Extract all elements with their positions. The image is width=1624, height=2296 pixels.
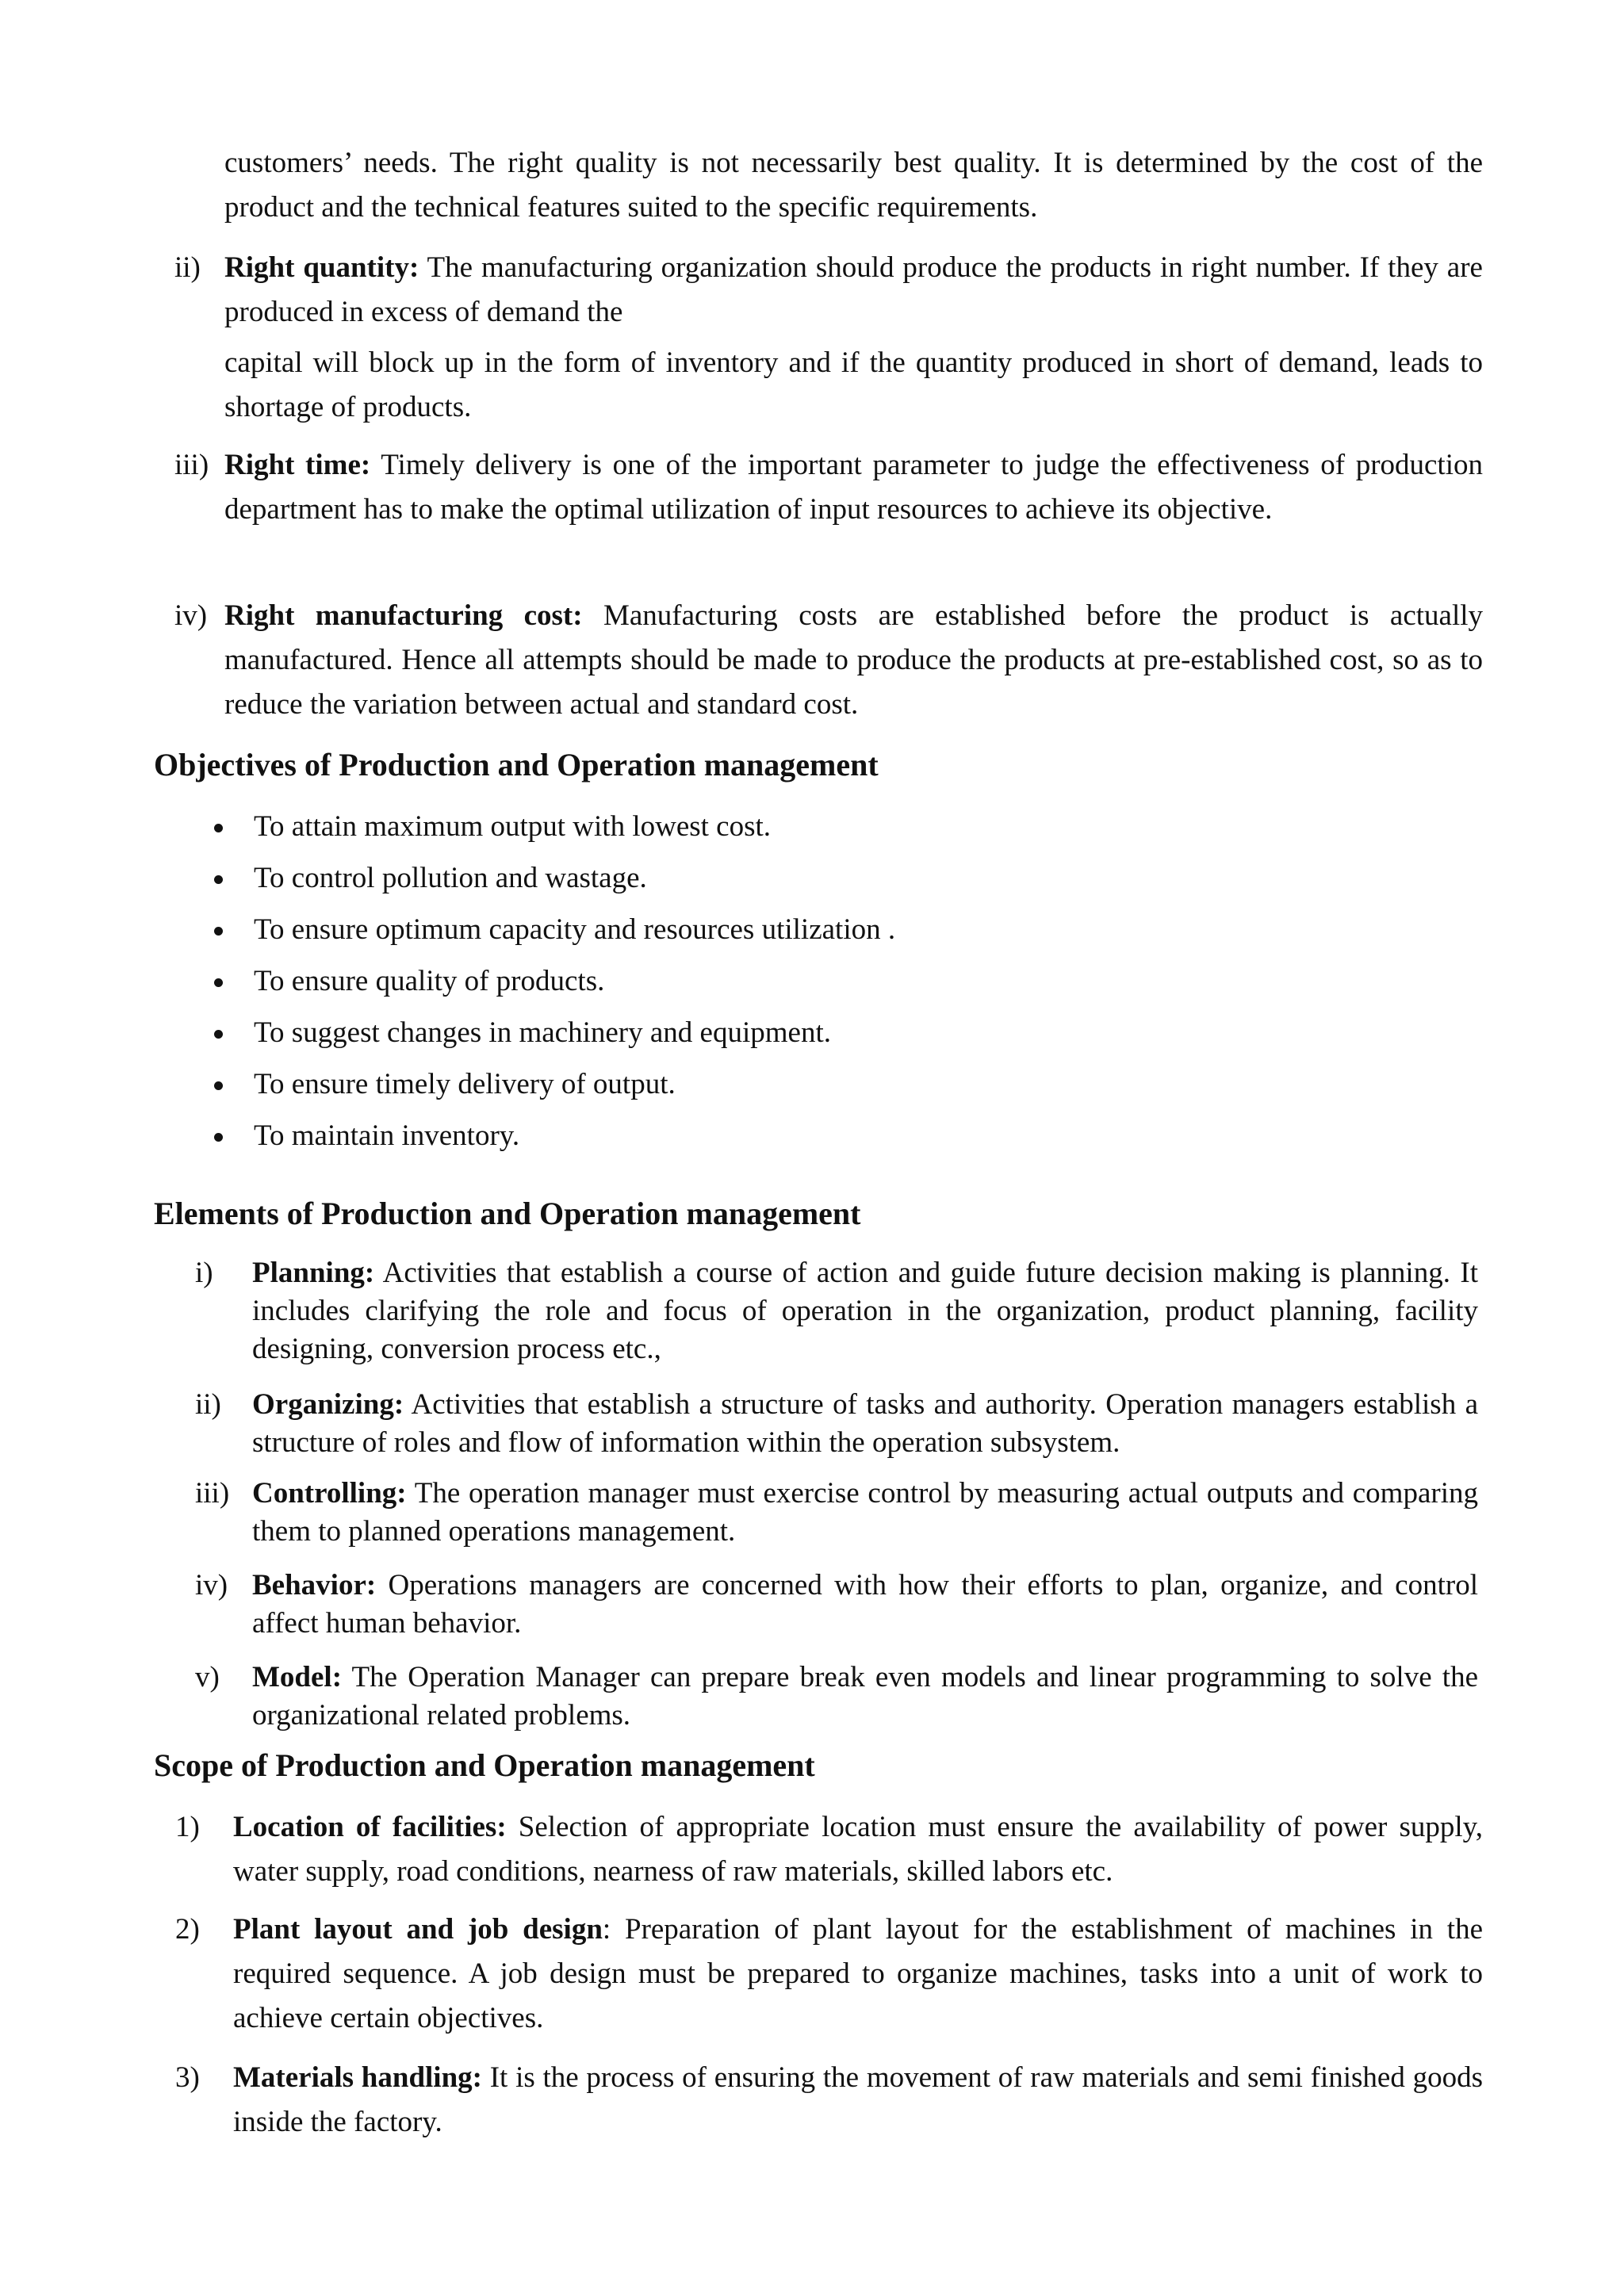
item-title: Right manufacturing cost: <box>224 599 583 632</box>
item-text: Manufacturing costs are established before the product is actually manufactured. Hence all attempts should be made to produce the products at pre-established cost, so as to reduce the variation between actual and standard cost. <box>224 599 1483 721</box>
bullet-icon <box>214 1133 223 1142</box>
item-number: v) <box>195 1661 220 1693</box>
list-item <box>214 1007 895 1058</box>
item-text: Selection of appropriate location must ensure the availability of power supply, water supply, road conditions, nearness of raw materials, skilled labors etc. <box>233 1811 1483 1888</box>
item-text: It is the process of ensuring the movement of raw materials and semi finished goods inside the factory. <box>233 2061 1483 2138</box>
item-title: Model: <box>252 1661 343 1693</box>
bullet-icon <box>214 824 223 832</box>
item-text: The manufacturing organization should produce the products in right number. If they are produced in excess of demand the <box>224 251 1483 328</box>
item-body <box>252 1254 1478 1368</box>
item-title: Planning: <box>252 1257 375 1289</box>
list-item-text: To ensure optimum capacity and resources utilization . <box>254 913 896 946</box>
item-title: Behavior: <box>252 1569 377 1601</box>
right-quantity-continuation: capital will block up in the form of inventory and if the quantity produced in short of demand, leads to shortage of products. <box>224 346 1483 423</box>
item-text: The operation manager must exercise control by measuring actual outputs and comparing them to planned operations management. <box>252 1477 1478 1548</box>
item-text: Activities that establish a course of action and guide future decision making is planning. It includes clarifying the role and focus of operation in the organization, product planning, facility designing, conversion process etc., <box>252 1257 1478 1365</box>
list-item-text: To ensure timely delivery of output. <box>254 1068 676 1100</box>
item-title: Right quantity: <box>224 251 419 284</box>
item-title: Organizing: <box>252 1388 404 1421</box>
item-body <box>252 1659 1478 1735</box>
item-text: Activities that establish a structure of tasks and authority. Operation managers establish a structure of roles and flow of information within the operation subsystem. <box>252 1388 1478 1459</box>
item-text: Operations managers are concerned with how their efforts to plan, organize, and control affect human behavior. <box>252 1569 1478 1640</box>
item-number: 3) <box>175 2061 200 2094</box>
item-body <box>224 246 1483 335</box>
list-item-text: To ensure quality of products. <box>254 965 605 997</box>
item-body <box>224 594 1483 727</box>
item-title: Location of facilities: <box>233 1811 507 1843</box>
bullet-icon <box>214 927 223 936</box>
item-body <box>224 443 1483 532</box>
list-item <box>214 1110 895 1161</box>
item-body <box>252 1386 1478 1462</box>
item-number: iii) <box>174 449 209 481</box>
item-title: Right time: <box>224 449 371 481</box>
item-text: The Operation Manager can prepare break even models and linear programming to solve the organizational related problems. <box>252 1661 1478 1732</box>
item-number: 1) <box>175 1811 200 1843</box>
item-number: iv) <box>195 1569 228 1601</box>
bullet-icon <box>214 1030 223 1039</box>
item-body <box>233 1908 1483 2041</box>
item-number: iii) <box>195 1477 230 1510</box>
item-number: i) <box>195 1257 213 1289</box>
item-body <box>252 1475 1478 1551</box>
list-item <box>214 801 895 852</box>
item-body <box>233 1805 1483 1894</box>
bullet-icon <box>214 1081 223 1090</box>
item-title: Controlling: <box>252 1477 407 1510</box>
item-number: 2) <box>175 1913 200 1946</box>
elements-heading: Elements of Production and Operation management <box>154 1196 861 1231</box>
item-text: Timely delivery is one of the important parameter to judge the effectiveness of production department has to make the optimal utilization of input resources to achieve its objective. <box>224 449 1483 526</box>
list-item <box>214 904 895 955</box>
objectives-heading: Objectives of Production and Operation management <box>154 747 879 783</box>
list-item <box>214 1058 895 1110</box>
item-body <box>252 1567 1478 1643</box>
list-item-text: To control pollution and wastage. <box>254 862 647 894</box>
item-body <box>233 2056 1483 2145</box>
bullet-icon <box>214 978 223 987</box>
list-item-text: To suggest changes in machinery and equipment. <box>254 1016 831 1049</box>
item-text: : Preparation of plant layout for the establishment of machines in the required sequence. A job design must be prepared to organize machines, tasks into a unit of work to achieve certain objectives. <box>233 1913 1483 2034</box>
list-item <box>214 852 895 904</box>
bullet-icon <box>214 875 223 884</box>
list-item <box>214 955 895 1007</box>
item-title: Plant layout and job design <box>233 1913 603 1946</box>
right-quality-continuation: customers’ needs. The right quality is not necessarily best quality. It is determined by the cost of the product and the technical features suited to the specific requirements. <box>224 147 1483 224</box>
item-number: ii) <box>174 251 201 284</box>
item-number: ii) <box>195 1388 221 1421</box>
item-title: Materials handling: <box>233 2061 482 2094</box>
list-item-text: To attain maximum output with lowest cost. <box>254 810 772 843</box>
item-number: iv) <box>174 599 208 632</box>
list-item-text: To maintain inventory. <box>254 1119 520 1152</box>
scope-heading: Scope of Production and Operation management <box>154 1747 815 1783</box>
objectives-list <box>214 801 895 1161</box>
